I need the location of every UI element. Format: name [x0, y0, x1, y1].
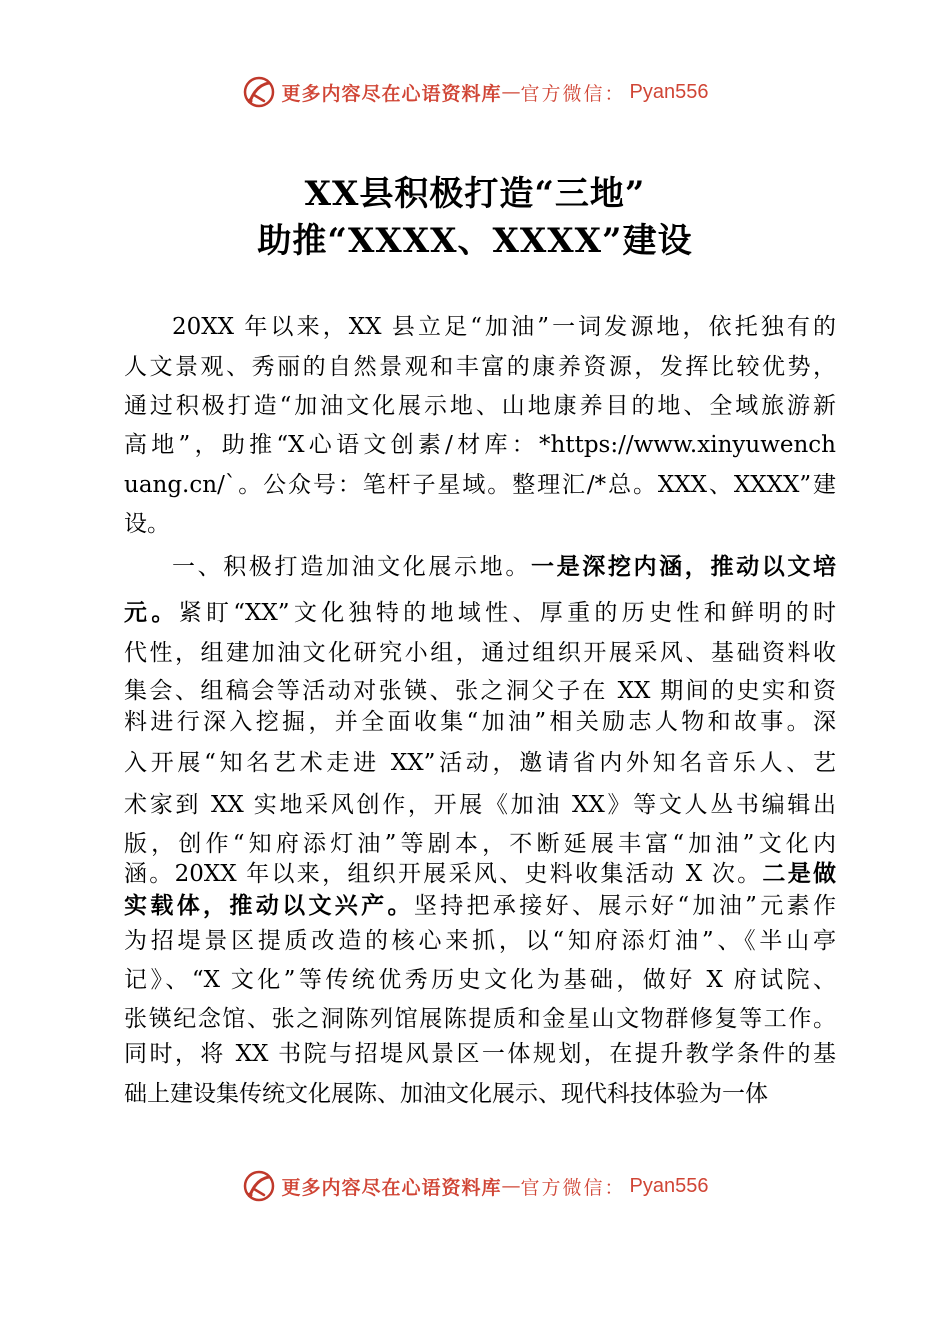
para1-line6: 设。: [124, 511, 170, 537]
section1-line8: 版，创作“知府添灯油”等剧本，不断延展丰富“加油”文化内: [124, 831, 836, 857]
section1-point1-title-a: 一是深挖内涵，推动以文培: [530, 554, 837, 580]
para1-line3: 通过积极打造“加油文化展示地、山地康养目的地、全域旅游新: [124, 393, 836, 419]
banner-wechat-id: Pyan556: [629, 1174, 709, 1197]
section1-line7: 术家到 XX 实地采风创作，开展《加油 XX》等文人丛书编辑出: [124, 792, 836, 818]
banner-brand-text: 更多内容尽在心语资料库: [281, 1176, 502, 1199]
section1-line14: 同时，将 XX 书院与招堤风景区一体规划，在提升教学条件的基: [124, 1041, 836, 1067]
section1-line2: [124, 597, 836, 629]
section1-text: 紧盯“XX”文化独特的地域性、厚重的历史性和鲜明的时: [178, 600, 837, 626]
banner-separator: —: [501, 81, 521, 103]
banner-wechat-label: 官方微信：: [520, 1176, 626, 1199]
section1-point2-title-a: 二是做: [762, 861, 836, 887]
footer-banner: [0, 1166, 950, 1206]
banner-wechat-id: Pyan556: [629, 80, 709, 103]
brand-logo-icon: [242, 75, 276, 109]
section1-line10: [124, 890, 836, 922]
section1-line6: 入开展“知名艺术走进 XX”活动，邀请省内外知名音乐人、艺: [124, 750, 836, 776]
section1-point1-title-b: 元。: [124, 600, 179, 626]
para1-line1: 20XX 年以来，XX 县立足“加油”一词发源地，依托独有的: [172, 314, 836, 340]
banner-separator: —: [501, 1175, 521, 1197]
section1-text: 坚持把承接好、展示好“加油”元素作: [413, 893, 836, 919]
banner-wechat-label: 官方微信：: [520, 82, 626, 105]
section1-text: 涵。20XX 年以来，组织开展采风、史料收集活动 X 次。: [124, 861, 763, 887]
brand-logo-icon: [242, 1169, 276, 1203]
para1-line4: 高地”，助推“X心语文创素/材库：*https://www.xinyuwench: [124, 432, 836, 458]
section1-line15: 础上建设集传统文化展陈、加油文化展示、现代科技体验为一体: [124, 1081, 768, 1107]
section1-line9: [124, 858, 836, 890]
para1-line5: uang.cn/`。公众号：笔杆子星域。整理汇/*总。XXX、XXXX”建: [124, 472, 836, 498]
section1-point2-title-b: 实载体，推动以文兴产。: [124, 893, 414, 919]
section1-line4: 集会、组稿会等活动对张锳、张之洞父子在 XX 期间的史实和资: [124, 678, 836, 704]
banner-brand-text: 更多内容尽在心语资料库: [281, 82, 502, 105]
doc-title-line1: XX县积极打造“三地”: [304, 174, 646, 214]
header-banner: [0, 72, 950, 112]
section1-line1: [172, 551, 836, 583]
doc-title-line2: 助推“XXXX、XXXX”建设: [257, 221, 693, 261]
section1-line12: 记》、“X 文化”等传统优秀历史文化为基础，做好 X 府试院、: [124, 967, 836, 993]
section1-line13: 张锳纪念馆、张之洞陈列馆展陈提质和金星山文物群修复等工作。: [124, 1006, 836, 1032]
section1-heading: 一、积极打造加油文化展示地。: [172, 554, 531, 580]
para1-line2: 人文景观、秀丽的自然景观和丰富的康养资源，发挥比较优势，: [124, 354, 836, 380]
section1-line11: 为招堤景区提质改造的核心来抓，以“知府添灯油”、《半山亭: [124, 928, 836, 954]
section1-line5: 料进行深入挖掘，并全面收集“加油”相关励志人物和故事。深: [124, 709, 836, 735]
section1-line3: 代性，组建加油文化研究小组，通过组织开展采风、基础资料收: [124, 640, 836, 666]
